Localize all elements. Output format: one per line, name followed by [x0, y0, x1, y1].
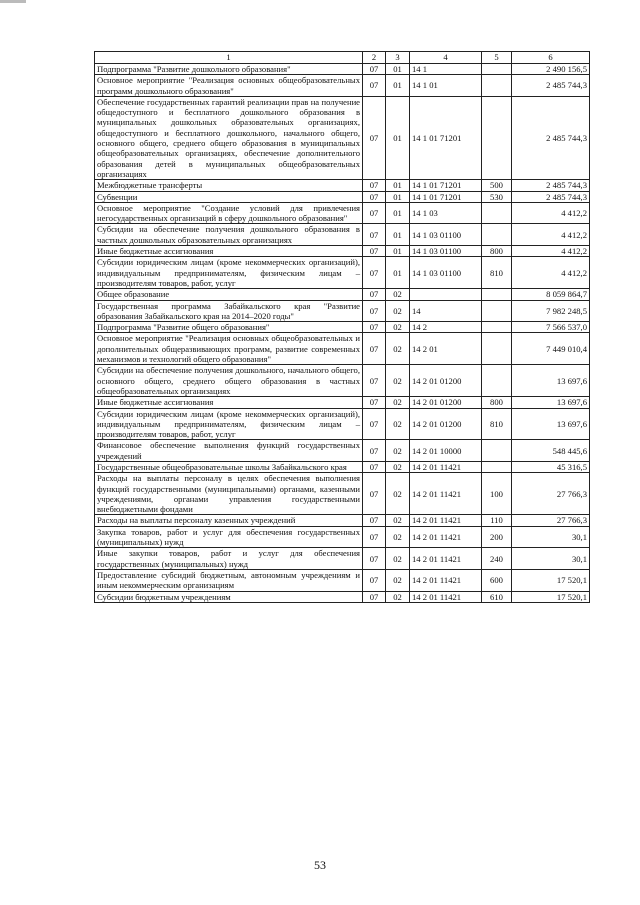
table-row	[95, 96, 590, 179]
row-expense-type-cell: 800	[482, 246, 512, 257]
row-subsection-cell: 01	[386, 246, 410, 257]
table-row	[95, 257, 590, 289]
row-subsection-cell: 02	[386, 526, 410, 548]
row-expense-type-cell	[482, 333, 512, 365]
row-name-cell: Расходы на выплаты персоналу казенных учреждений	[95, 515, 363, 526]
table-row	[95, 548, 590, 570]
column-header-subsection: 3	[386, 52, 410, 64]
row-subsection-cell: 02	[386, 333, 410, 365]
row-name-cell: Субсидии на обеспечение получения дошкольного, начального общего, основного общего, среднего общего образования в частных общеобразовательных организациях	[95, 365, 363, 397]
row-section-cell: 07	[363, 75, 386, 97]
row-subsection-cell: 02	[386, 322, 410, 333]
row-target-article-cell: 14 2 01 11421	[410, 569, 482, 591]
row-target-article-cell: 14 2 01 01200	[410, 397, 482, 408]
row-name-cell: Иные бюджетные ассигнования	[95, 397, 363, 408]
table-row	[95, 224, 590, 246]
row-amount-cell: 30,1	[512, 548, 590, 570]
table-row	[95, 473, 590, 515]
row-expense-type-cell: 810	[482, 257, 512, 289]
row-name-cell: Закупка товаров, работ и услуг для обеспечения государственных (муниципальных) нужд	[95, 526, 363, 548]
row-name-cell: Государственная программа Забайкальского края "Развитие образования Забайкальского края на 2014–2020 годы"	[95, 300, 363, 322]
row-subsection-cell: 01	[386, 75, 410, 97]
table-row	[95, 180, 590, 191]
row-subsection-cell: 01	[386, 257, 410, 289]
table-row	[95, 75, 590, 97]
row-section-cell: 07	[363, 515, 386, 526]
row-name-cell: Подпрограмма "Развитие общего образования"	[95, 322, 363, 333]
row-name-cell: Финансовое обеспечение выполнения функций государственных учреждений	[95, 440, 363, 462]
row-name-cell: Субвенции	[95, 191, 363, 202]
row-expense-type-cell: 100	[482, 473, 512, 515]
row-target-article-cell: 14 1 03 01100	[410, 246, 482, 257]
row-name-cell: Субсидии бюджетным учреждениям	[95, 591, 363, 602]
row-target-article-cell: 14 2 01 01200	[410, 408, 482, 440]
table-row	[95, 440, 590, 462]
row-subsection-cell: 02	[386, 591, 410, 602]
row-amount-cell: 7 982 248,5	[512, 300, 590, 322]
row-name-cell: Субсидии на обеспечение получения дошкольного образования в частных дошкольных образовательных организациях	[95, 224, 363, 246]
row-subsection-cell: 01	[386, 202, 410, 224]
row-subsection-cell: 01	[386, 180, 410, 191]
row-amount-cell: 13 697,6	[512, 397, 590, 408]
row-expense-type-cell	[482, 96, 512, 179]
row-name-cell: Государственные общеобразовательные школы Забайкальского края	[95, 461, 363, 472]
row-section-cell: 07	[363, 461, 386, 472]
table-row	[95, 569, 590, 591]
row-amount-cell: 7 566 537,0	[512, 322, 590, 333]
row-expense-type-cell: 600	[482, 569, 512, 591]
row-amount-cell: 7 449 010,4	[512, 333, 590, 365]
column-header-section: 2	[363, 52, 386, 64]
table-row	[95, 515, 590, 526]
table-row	[95, 365, 590, 397]
row-amount-cell: 45 316,5	[512, 461, 590, 472]
row-target-article-cell: 14	[410, 300, 482, 322]
row-section-cell: 07	[363, 548, 386, 570]
row-amount-cell: 17 520,1	[512, 569, 590, 591]
row-amount-cell: 13 697,6	[512, 365, 590, 397]
table-row	[95, 191, 590, 202]
row-section-cell: 07	[363, 96, 386, 179]
row-name-cell: Расходы на выплаты персоналу в целях обеспечения выполнения функций государственными (муниципальными) органами, казенными учреждениями, органами управления государственными внебюджетными фондами	[95, 473, 363, 515]
row-amount-cell: 2 485 744,3	[512, 96, 590, 179]
row-name-cell: Субсидии юридическим лицам (кроме некоммерческих организаций), индивидуальным предпринимателям, физическим лицам – производителям товаров, работ, услуг	[95, 408, 363, 440]
row-section-cell: 07	[363, 202, 386, 224]
row-target-article-cell: 14 2	[410, 322, 482, 333]
row-section-cell: 07	[363, 191, 386, 202]
row-name-cell: Подпрограмма "Развитие дошкольного образования"	[95, 64, 363, 75]
row-section-cell: 07	[363, 180, 386, 191]
table-row	[95, 461, 590, 472]
row-section-cell: 07	[363, 473, 386, 515]
row-amount-cell: 2 485 744,3	[512, 180, 590, 191]
row-expense-type-cell	[482, 300, 512, 322]
row-target-article-cell: 14 2 01 11421	[410, 526, 482, 548]
row-subsection-cell: 02	[386, 515, 410, 526]
row-subsection-cell: 01	[386, 224, 410, 246]
page-number: 53	[314, 858, 326, 872]
row-name-cell: Иные бюджетные ассигнования	[95, 246, 363, 257]
row-expense-type-cell	[482, 440, 512, 462]
row-target-article-cell: 14 1 03	[410, 202, 482, 224]
row-section-cell: 07	[363, 591, 386, 602]
table-header-row	[95, 52, 590, 64]
row-target-article-cell: 14 1 01	[410, 75, 482, 97]
table-row	[95, 322, 590, 333]
table-row	[95, 300, 590, 322]
row-expense-type-cell: 530	[482, 191, 512, 202]
row-expense-type-cell: 800	[482, 397, 512, 408]
column-header-name: 1	[95, 52, 363, 64]
row-expense-type-cell	[482, 289, 512, 300]
row-subsection-cell: 02	[386, 408, 410, 440]
row-amount-cell: 27 766,3	[512, 473, 590, 515]
table-row	[95, 202, 590, 224]
row-amount-cell: 4 412,2	[512, 246, 590, 257]
row-expense-type-cell	[482, 461, 512, 472]
row-target-article-cell: 14 2 01 11421	[410, 461, 482, 472]
row-amount-cell: 2 485 744,3	[512, 75, 590, 97]
row-expense-type-cell: 610	[482, 591, 512, 602]
row-target-article-cell: 14 1 01 71201	[410, 180, 482, 191]
row-amount-cell: 4 412,2	[512, 257, 590, 289]
row-expense-type-cell: 110	[482, 515, 512, 526]
row-name-cell: Субсидии юридическим лицам (кроме некоммерческих организаций), индивидуальным предпринимателям, физическим лицам – производителям товаров, работ, услуг	[95, 257, 363, 289]
table-row	[95, 408, 590, 440]
row-name-cell: Основное мероприятие "Реализация основных общеобразовательных программ дошкольного образования"	[95, 75, 363, 97]
row-section-cell: 07	[363, 64, 386, 75]
row-section-cell: 07	[363, 322, 386, 333]
row-name-cell: Обеспечение государственных гарантий реализации прав на получение общедоступного и бесплатного дошкольного образования в муниципальных дошкольных образовательных организациях, общедоступного и бесплатного дошкольного, начального общего, основного общего, среднего общего образования в муниципальных общеобразовательных организациях, обеспечение дополнительного образования детей в муниципальных общеобразовательных организациях	[95, 96, 363, 179]
row-section-cell: 07	[363, 365, 386, 397]
row-subsection-cell: 02	[386, 300, 410, 322]
table-row	[95, 289, 590, 300]
row-section-cell: 07	[363, 224, 386, 246]
row-subsection-cell: 01	[386, 64, 410, 75]
row-expense-type-cell	[482, 322, 512, 333]
row-expense-type-cell: 240	[482, 548, 512, 570]
row-name-cell: Иные закупки товаров, работ и услуг для обеспечения государственных (муниципальных) нужд	[95, 548, 363, 570]
row-section-cell: 07	[363, 289, 386, 300]
table-row	[95, 64, 590, 75]
row-target-article-cell: 14 1 01 71201	[410, 191, 482, 202]
row-section-cell: 07	[363, 569, 386, 591]
column-header-expense-type: 5	[482, 52, 512, 64]
table-row	[95, 591, 590, 602]
row-expense-type-cell	[482, 224, 512, 246]
row-section-cell: 07	[363, 300, 386, 322]
row-amount-cell: 8 059 864,7	[512, 289, 590, 300]
table-row	[95, 333, 590, 365]
row-expense-type-cell	[482, 64, 512, 75]
row-subsection-cell: 02	[386, 548, 410, 570]
row-subsection-cell: 01	[386, 191, 410, 202]
row-target-article-cell: 14 2 01 10000	[410, 440, 482, 462]
row-target-article-cell	[410, 289, 482, 300]
row-amount-cell: 2 490 156,5	[512, 64, 590, 75]
row-section-cell: 07	[363, 257, 386, 289]
row-subsection-cell: 02	[386, 397, 410, 408]
row-target-article-cell: 14 1 03 01100	[410, 224, 482, 246]
row-section-cell: 07	[363, 246, 386, 257]
row-amount-cell: 2 485 744,3	[512, 191, 590, 202]
row-subsection-cell: 01	[386, 96, 410, 179]
row-amount-cell: 13 697,6	[512, 408, 590, 440]
row-amount-cell: 30,1	[512, 526, 590, 548]
row-target-article-cell: 14 2 01	[410, 333, 482, 365]
row-name-cell: Предоставление субсидий бюджетным, автономным учреждениям и иным некоммерческим организациям	[95, 569, 363, 591]
row-subsection-cell: 02	[386, 461, 410, 472]
table-row	[95, 246, 590, 257]
row-subsection-cell: 02	[386, 569, 410, 591]
budget-table-body	[95, 52, 590, 603]
row-target-article-cell: 14 2 01 11421	[410, 473, 482, 515]
row-expense-type-cell	[482, 202, 512, 224]
row-subsection-cell: 02	[386, 473, 410, 515]
row-expense-type-cell: 810	[482, 408, 512, 440]
row-section-cell: 07	[363, 333, 386, 365]
row-section-cell: 07	[363, 440, 386, 462]
row-amount-cell: 17 520,1	[512, 591, 590, 602]
row-subsection-cell: 02	[386, 440, 410, 462]
row-section-cell: 07	[363, 397, 386, 408]
row-name-cell: Основное мероприятие "Реализация основных общеобразовательных и дополнительных общеразвивающих программ, развитие современных механизмов и технологий общего образования"	[95, 333, 363, 365]
row-target-article-cell: 14 1 01 71201	[410, 96, 482, 179]
row-amount-cell: 4 412,2	[512, 224, 590, 246]
row-subsection-cell: 02	[386, 289, 410, 300]
row-target-article-cell: 14 2 01 01200	[410, 365, 482, 397]
row-amount-cell: 4 412,2	[512, 202, 590, 224]
row-expense-type-cell: 500	[482, 180, 512, 191]
row-name-cell: Общее образование	[95, 289, 363, 300]
scan-artifact	[0, 0, 26, 3]
row-subsection-cell: 02	[386, 365, 410, 397]
column-header-amount: 6	[512, 52, 590, 64]
row-expense-type-cell	[482, 365, 512, 397]
row-name-cell: Межбюджетные трансферты	[95, 180, 363, 191]
row-expense-type-cell: 200	[482, 526, 512, 548]
row-target-article-cell: 14 2 01 11421	[410, 515, 482, 526]
table-row	[95, 526, 590, 548]
table-row	[95, 397, 590, 408]
row-target-article-cell: 14 2 01 11421	[410, 548, 482, 570]
row-target-article-cell: 14 2 01 11421	[410, 591, 482, 602]
row-target-article-cell: 14 1 03 01100	[410, 257, 482, 289]
column-header-target-article: 4	[410, 52, 482, 64]
row-amount-cell: 27 766,3	[512, 515, 590, 526]
row-name-cell: Основное мероприятие "Создание условий для привлечения негосударственных организаций в сферу дошкольного образования"	[95, 202, 363, 224]
row-amount-cell: 548 445,6	[512, 440, 590, 462]
row-section-cell: 07	[363, 408, 386, 440]
row-section-cell: 07	[363, 526, 386, 548]
row-expense-type-cell	[482, 75, 512, 97]
budget-table	[94, 51, 590, 603]
row-target-article-cell: 14 1	[410, 64, 482, 75]
